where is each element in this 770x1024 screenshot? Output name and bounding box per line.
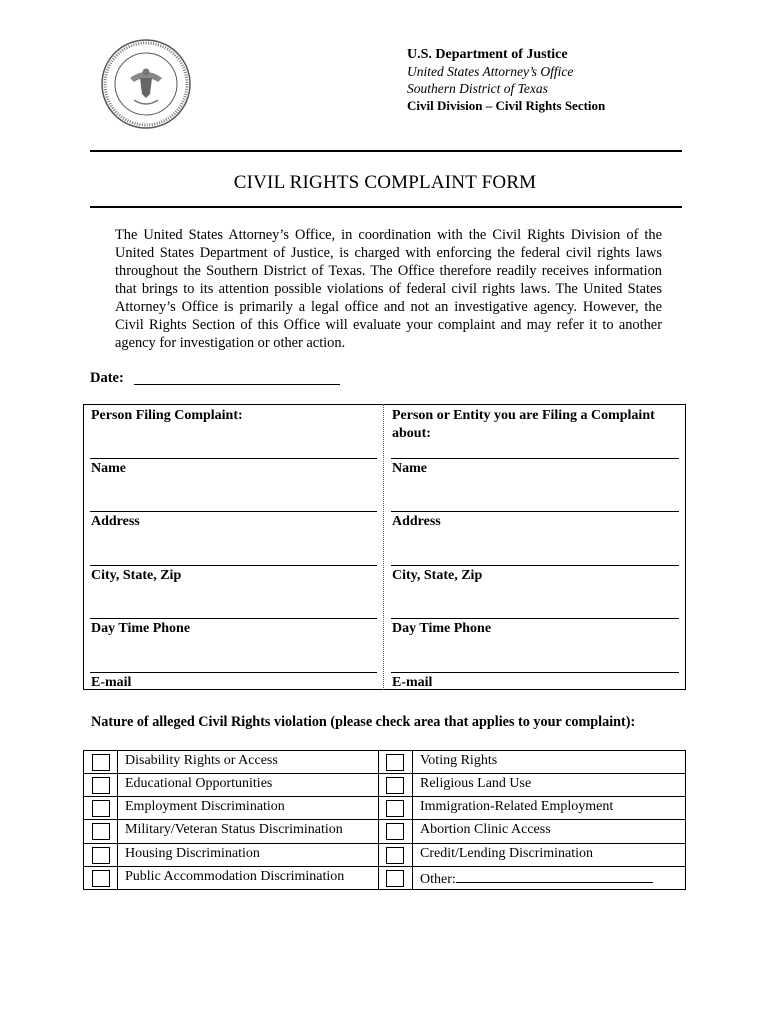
checklist-row-divider (83, 843, 686, 844)
date-label: Date: (90, 370, 124, 386)
checkbox-employment[interactable] (92, 800, 110, 817)
option-other-label: Other: (420, 872, 456, 887)
checkbox-immigration[interactable] (386, 800, 404, 817)
option-housing: Housing Discrimination (125, 846, 260, 861)
left-name-line[interactable] (90, 458, 377, 459)
checkbox-credit-lending[interactable] (386, 847, 404, 864)
checklist-col-divider (117, 750, 118, 890)
checklist-row-divider (83, 773, 686, 774)
right-party-heading: Person or Entity you are Filing a Complaint about: (392, 408, 655, 441)
left-city-label: City, State, Zip (91, 568, 182, 583)
form-title: CIVIL RIGHTS COMPLAINT FORM (233, 172, 537, 193)
doj-seal (100, 38, 192, 130)
left-address-label: Address (91, 514, 140, 529)
checklist-col-divider (378, 750, 379, 890)
checkbox-housing[interactable] (92, 847, 110, 864)
option-religious: Religious Land Use (420, 776, 532, 791)
other-input-line[interactable] (456, 869, 653, 883)
checkbox-abortion-clinic[interactable] (386, 823, 404, 840)
option-voting: Voting Rights (420, 753, 498, 768)
right-email-label: E-mail (392, 675, 433, 690)
left-address-line[interactable] (90, 511, 377, 512)
right-city-line[interactable] (391, 565, 679, 566)
option-education: Educational Opportunities (125, 776, 273, 791)
right-address-label: Address (392, 514, 441, 529)
right-name-label: Name (392, 461, 427, 476)
left-email-label: E-mail (91, 675, 132, 690)
checkbox-voting[interactable] (386, 754, 404, 771)
checklist-row-divider (83, 866, 686, 867)
option-disability: Disability Rights or Access (125, 753, 278, 768)
title-rule (90, 206, 682, 208)
party-table (83, 404, 686, 690)
left-city-line[interactable] (90, 565, 377, 566)
district-name: Southern District of Texas (407, 81, 548, 96)
right-email-line[interactable] (391, 672, 679, 673)
letterhead (407, 46, 605, 114)
right-phone-line[interactable] (391, 618, 679, 619)
intro-paragraph: The United States Attorney’s Office, in coordination with the Civil Rights Division of the United States Department of Justice, is charged with enforcing the federal civil rights laws throughout the Southern District of Texas. The Office therefore readily receives information that brings to its attention possible violations of federal civil rights laws. The United States Attorney’s Office is primarily a legal office and not an investigative agency. However, the Civil Rights Section of this Office will evaluate your complaint and may refer it to another agency for investigation or other action. (115, 227, 662, 351)
option-military: Military/Veteran Status Discrimination (125, 822, 343, 837)
checkbox-religious[interactable] (386, 777, 404, 794)
option-immigration: Immigration-Related Employment (420, 799, 614, 814)
division-name: Civil Division – Civil Rights Section (407, 98, 606, 113)
left-phone-label: Day Time Phone (91, 621, 191, 636)
checkbox-disability[interactable] (92, 754, 110, 771)
party-table-divider (383, 404, 384, 690)
checkbox-military[interactable] (92, 823, 110, 840)
option-other (420, 869, 653, 888)
department-name: U.S. Department of Justice (407, 47, 568, 62)
checkbox-other[interactable] (386, 870, 404, 887)
left-name-label: Name (91, 461, 126, 476)
office-name: United States Attorney’s Office (407, 64, 574, 79)
top-rule (90, 150, 682, 152)
left-phone-line[interactable] (90, 618, 377, 619)
left-party-heading: Person Filing Complaint: (91, 408, 243, 423)
option-credit-lending: Credit/Lending Discrimination (420, 846, 594, 861)
right-city-label: City, State, Zip (392, 568, 483, 583)
checkbox-education[interactable] (92, 777, 110, 794)
checklist-row-divider (83, 819, 686, 820)
checkbox-public-accommodation[interactable] (92, 870, 110, 887)
option-employment: Employment Discrimination (125, 799, 285, 814)
checklist-row-divider (83, 796, 686, 797)
option-public-accommodation: Public Accommodation Discrimination (125, 869, 345, 884)
right-phone-label: Day Time Phone (392, 621, 492, 636)
option-abortion-clinic: Abortion Clinic Access (420, 822, 551, 837)
nature-heading: Nature of alleged Civil Rights violation (please check area that applies to your complaint): (91, 714, 636, 730)
left-email-line[interactable] (90, 672, 377, 673)
checklist-col-divider (412, 750, 413, 890)
right-address-line[interactable] (391, 511, 679, 512)
date-field[interactable] (134, 384, 340, 385)
right-name-line[interactable] (391, 458, 679, 459)
